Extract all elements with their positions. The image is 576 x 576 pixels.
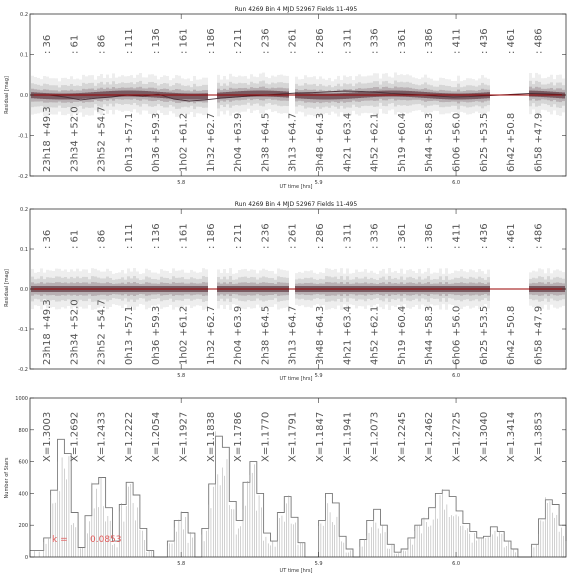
field-number-label: : 161: [178, 28, 190, 54]
heatmap-cell: [37, 93, 40, 99]
sky-coordinate-label: 6h25 +53.5: [478, 112, 490, 172]
field-number-label: : 161: [178, 223, 190, 249]
x-tick-label: 5.9: [314, 180, 323, 186]
heatmap-cell: [40, 93, 43, 99]
heatmap-cell: [178, 93, 181, 99]
heatmap-cell: [325, 93, 328, 99]
field-number-label: : 136: [151, 28, 163, 54]
heatmap-cell: [331, 93, 334, 99]
heatmap-cell: [271, 91, 274, 97]
heatmap-cell: [49, 93, 52, 99]
airmass-label: X=1.2725: [451, 411, 463, 462]
y-tick-label: 1000: [15, 396, 28, 402]
heatmap-cell: [109, 91, 112, 97]
sky-coordinate-label: 5h44 +58.3: [424, 305, 436, 365]
y-tick-label: 400: [18, 491, 28, 498]
y-tick-label: -0.2: [18, 174, 28, 180]
heatmap-cell: [46, 93, 49, 99]
field-number-label: : 186: [205, 223, 217, 249]
airmass-label: X=1.2433: [96, 411, 108, 462]
airmass-label: X=1.1838: [205, 411, 217, 462]
y-tick-label: 0.2: [20, 207, 28, 213]
field-number-label: : 361: [396, 28, 408, 54]
heatmap-cell: [67, 93, 70, 99]
airmass-label: X=1.1786: [233, 411, 245, 462]
field-number-label: : 336: [369, 223, 381, 249]
field-number-label: : 111: [123, 223, 135, 249]
airmass-label: X=1.1927: [178, 411, 190, 462]
y-tick-label: 0.0: [20, 287, 28, 293]
sky-coordinate-label: 23h18 +49.3: [42, 106, 53, 172]
panel-1-x-axis-label: UT time [hrs]: [279, 184, 313, 190]
sky-coordinate-label: 1h32 +62.7: [205, 112, 217, 172]
field-number-label: : 136: [151, 223, 163, 249]
panel-1-y-axis-label: Residual [mag]: [4, 76, 10, 114]
field-number-label: : 86: [96, 34, 108, 54]
x-tick-label: 6.0: [452, 561, 461, 567]
heatmap-cell: [148, 91, 151, 97]
field-number-label: : 36: [42, 229, 53, 249]
sky-coordinate-label: 6h06 +56.0: [451, 112, 463, 172]
field-number-label: : 486: [533, 28, 545, 54]
heatmap-cell: [382, 91, 385, 97]
sky-coordinate-label: 1h32 +62.7: [205, 305, 217, 365]
sky-coordinate-label: 4h52 +62.1: [369, 112, 381, 172]
x-tick-label: 5.9: [314, 561, 323, 567]
panel-2-x-axis-label: UT time [hrs]: [279, 376, 313, 382]
heatmap-cell: [172, 93, 175, 99]
heatmap-cell: [85, 93, 88, 99]
field-number-label: : 61: [69, 34, 81, 54]
airmass-label: X=1.1770: [260, 411, 272, 462]
field-number-label: : 411: [451, 223, 463, 249]
airmass-label: X=1.2054: [151, 411, 163, 462]
airmass-label: X=1.2692: [69, 411, 81, 462]
heatmap-cell: [376, 91, 379, 97]
sky-coordinate-label: 6h42 +50.8: [506, 305, 518, 365]
panel-2-coordinate-labels: [42, 299, 544, 365]
sky-coordinate-label: 4h21 +63.4: [342, 112, 354, 172]
field-number-label: : 261: [287, 223, 299, 249]
panel-3-y-axis-label: Number of Stars: [4, 457, 10, 499]
y-tick-label: 0: [24, 555, 28, 561]
sky-coordinate-label: 6h06 +56.0: [451, 305, 463, 365]
field-number-label: : 461: [506, 223, 518, 249]
heatmap-cell: [307, 93, 310, 99]
heatmap-cell: [76, 93, 79, 99]
panel-1-title: Run 4269 Bin 4 MJD 52967 Fields 11-495: [234, 6, 358, 13]
airmass-label: X=1.3003: [42, 411, 53, 462]
sky-coordinate-label: 6h25 +53.5: [478, 305, 490, 365]
extinction-k-value: 0.0853: [90, 535, 122, 545]
sky-coordinate-label: 3h48 +64.3: [315, 305, 326, 365]
panel-2-y-axis-label: Residual [mag]: [4, 269, 10, 307]
field-number-label: : 411: [451, 28, 463, 54]
heatmap-cell: [346, 93, 349, 99]
airmass-label: X=1.3414: [506, 411, 518, 462]
field-number-label: : 186: [205, 28, 217, 54]
heatmap-cell: [196, 93, 199, 99]
sky-coordinate-label: 23h52 +54.7: [96, 106, 108, 172]
panel-3-x-axis-label: UT time [hrs]: [279, 568, 313, 574]
extinction-k-label: k =: [52, 535, 68, 545]
field-number-label: : 236: [260, 28, 272, 54]
heatmap-cell: [103, 91, 106, 97]
sky-coordinate-label: 0h36 +59.3: [151, 112, 163, 172]
y-tick-label: 0.2: [20, 12, 28, 18]
residual-panel-1: [4, 6, 566, 190]
x-tick-label: 5.9: [314, 373, 323, 379]
field-number-label: : 486: [533, 223, 545, 249]
y-tick-label: 200: [18, 523, 28, 530]
heatmap-cell: [184, 93, 187, 99]
heatmap-cell: [199, 93, 202, 99]
airmass-label: X=1.1941: [342, 411, 354, 462]
panel-1-field-labels: [42, 28, 544, 54]
x-tick-label: 6.0: [452, 373, 461, 379]
heatmap-cell: [334, 93, 337, 99]
heatmap-cell: [190, 93, 193, 99]
airmass-label: X=1.3853: [533, 411, 545, 462]
y-tick-label: -0.2: [18, 367, 28, 373]
heatmap-cell: [112, 91, 115, 97]
field-number-label: : 386: [424, 223, 436, 249]
heatmap-cell: [340, 93, 343, 99]
panel-2-title: Run 4269 Bin 4 MJD 52967 Fields 11-495: [234, 201, 358, 208]
sky-coordinate-label: 2h38 +64.5: [260, 112, 272, 172]
x-tick-label: 6.0: [452, 180, 461, 186]
airmass-label: X=1.1847: [315, 411, 326, 462]
sky-coordinate-label: 5h19 +60.4: [396, 305, 408, 365]
sky-coordinate-label: 6h58 +47.9: [533, 305, 545, 365]
field-number-label: : 261: [287, 28, 299, 54]
sky-coordinate-label: 23h52 +54.7: [96, 299, 108, 365]
heatmap-cell: [265, 91, 268, 97]
heatmap-cell: [343, 93, 346, 99]
heatmap-cell: [79, 93, 82, 99]
sky-coordinate-label: 3h48 +64.3: [315, 112, 326, 172]
sky-coordinate-label: 23h34 +52.0: [69, 299, 81, 365]
heatmap-cell: [106, 91, 109, 97]
sky-coordinate-label: 4h21 +63.4: [342, 305, 354, 365]
field-number-label: : 461: [506, 28, 518, 54]
y-tick-label: 0.1: [20, 52, 28, 59]
field-number-label: : 436: [478, 28, 490, 54]
airmass-labels: [42, 412, 544, 462]
heatmap-cell: [52, 93, 55, 99]
heatmap-cell: [43, 93, 46, 99]
sky-coordinate-label: 0h13 +57.1: [123, 305, 135, 365]
sky-coordinate-label: 6h58 +47.9: [533, 112, 545, 172]
sky-coordinate-label: 0h13 +57.1: [123, 112, 135, 172]
heatmap-cell: [283, 91, 286, 97]
airmass-label: X=1.3040: [478, 411, 490, 462]
sky-coordinate-label: 4h52 +62.1: [369, 305, 381, 365]
x-tick-label: 5.8: [177, 373, 186, 379]
sky-coordinate-label: 1h02 +61.2: [178, 112, 190, 172]
residual-panel-2: [4, 201, 566, 382]
sky-coordinate-label: 6h42 +50.8: [506, 112, 518, 172]
field-number-label: : 236: [260, 223, 272, 249]
airmass-label: X=1.2222: [123, 411, 135, 462]
heatmap-cell: [379, 91, 382, 97]
x-tick-label: 5.8: [177, 561, 186, 567]
sky-coordinate-label: 2h38 +64.5: [260, 305, 272, 365]
airmass-label: X=1.2462: [424, 411, 436, 462]
heatmap-cell: [322, 93, 325, 99]
sky-coordinate-label: 5h44 +58.3: [424, 112, 436, 172]
y-tick-label: 0.1: [20, 247, 28, 253]
field-number-label: : 311: [342, 28, 354, 54]
field-number-label: : 111: [123, 28, 135, 54]
heatmap-cell: [337, 93, 340, 99]
sky-coordinate-label: 1h02 +61.2: [178, 305, 190, 365]
panel-1-coordinate-labels: [42, 106, 544, 172]
sky-coordinate-label: 5h19 +60.4: [396, 112, 408, 172]
heatmap-cell: [268, 91, 271, 97]
heatmap-cell: [313, 93, 316, 99]
sky-coordinate-label: 2h04 +63.9: [233, 112, 245, 172]
heatmap-cell: [82, 93, 85, 99]
field-number-label: : 311: [342, 223, 354, 249]
sky-coordinate-label: 3h13 +64.7: [287, 112, 299, 172]
field-number-label: : 336: [369, 28, 381, 54]
airmass-label: X=1.1791: [287, 411, 299, 462]
y-tick-label: 0.0: [20, 93, 28, 99]
field-number-label: : 61: [69, 229, 81, 249]
sky-coordinate-label: 0h36 +59.3: [151, 305, 163, 365]
airmass-label: X=1.2073: [369, 411, 381, 462]
x-tick-label: 5.8: [177, 180, 186, 186]
field-number-label: : 86: [96, 229, 108, 249]
heatmap-cell: [451, 93, 454, 99]
heatmap-cell: [175, 93, 178, 99]
sky-coordinate-label: 23h34 +52.0: [69, 106, 81, 172]
heatmap-cell: [316, 93, 319, 99]
heatmap-cell: [319, 93, 322, 99]
heatmap-cell: [181, 93, 184, 99]
sky-coordinate-label: 3h13 +64.7: [287, 305, 299, 365]
field-number-label: : 36: [42, 34, 53, 54]
heatmap-cell: [328, 93, 331, 99]
heatmap-cell: [202, 93, 205, 99]
field-number-label: : 286: [315, 223, 326, 249]
y-tick-label: 600: [18, 459, 28, 466]
field-number-label: : 211: [233, 223, 245, 249]
field-number-label: : 286: [315, 28, 326, 54]
heatmap-cell: [187, 93, 190, 99]
panel-2-field-labels: [42, 223, 544, 249]
sky-coordinate-label: 2h04 +63.9: [233, 305, 245, 365]
heatmap-cell: [349, 93, 352, 99]
airmass-label: X=1.2245: [396, 411, 408, 462]
field-number-label: : 211: [233, 28, 245, 54]
field-number-label: : 436: [478, 223, 490, 249]
field-number-label: : 361: [396, 223, 408, 249]
heatmap-cell: [304, 93, 307, 99]
field-number-label: : 386: [424, 28, 436, 54]
star-count-panel: [4, 396, 566, 574]
y-tick-label: -0.1: [18, 327, 28, 333]
y-tick-label: 800: [18, 427, 28, 434]
heatmap-cell: [310, 93, 313, 99]
heatmap-cell: [193, 93, 196, 99]
y-tick-label: -0.1: [18, 133, 28, 140]
heatmap-cell: [301, 93, 304, 99]
heatmap-cell: [205, 93, 208, 99]
sky-coordinate-label: 23h18 +49.3: [42, 299, 53, 365]
heatmap-cell: [217, 93, 220, 99]
